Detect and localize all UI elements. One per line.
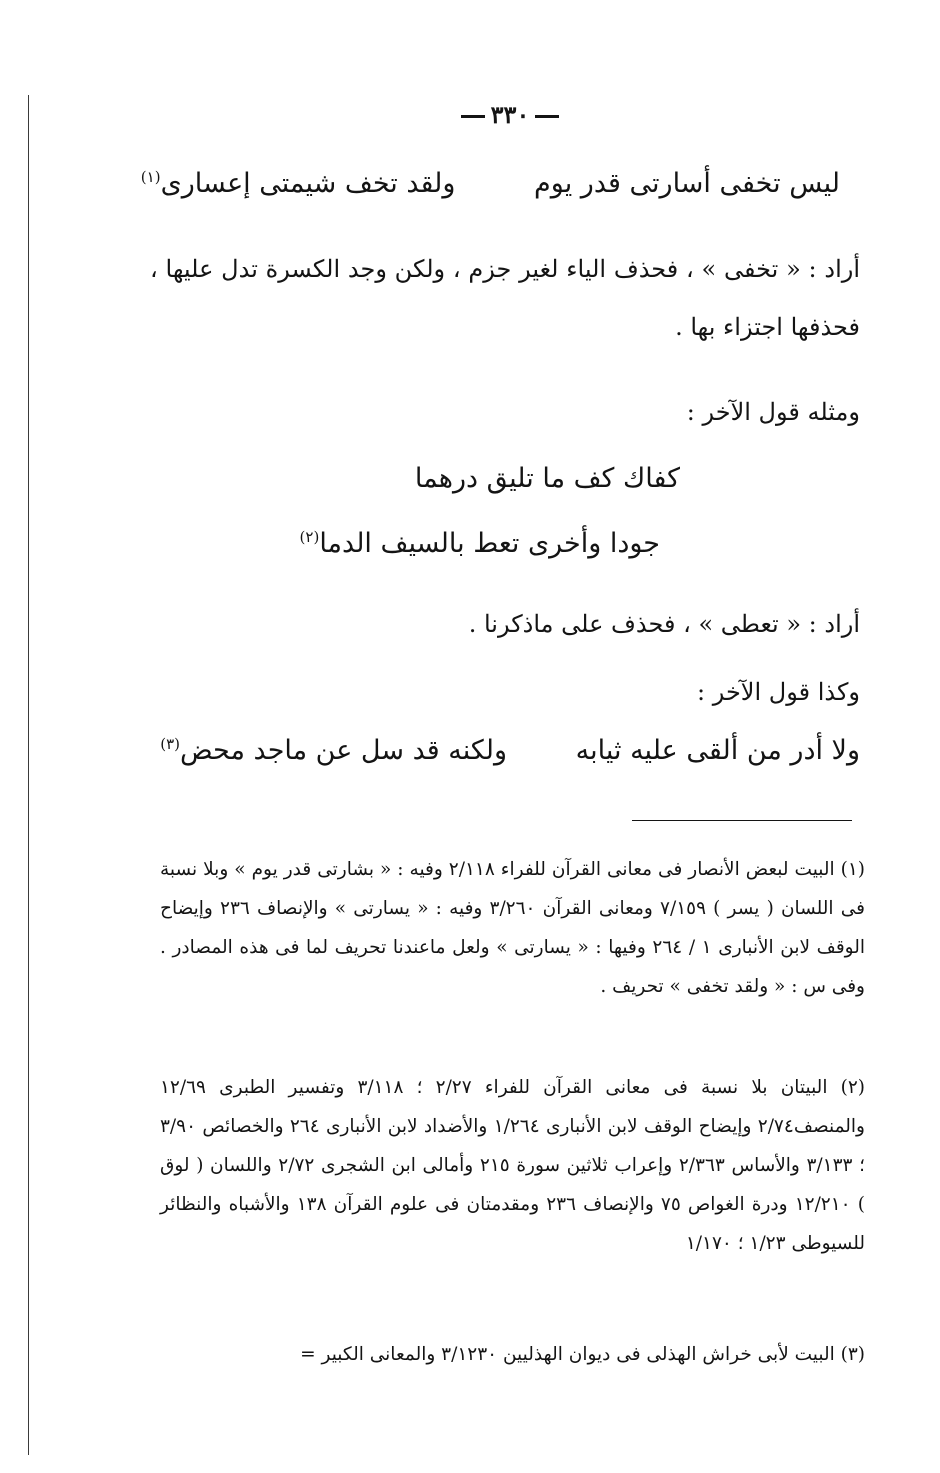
footnote-ref-3: (٣) — [160, 735, 180, 753]
footnote-1: (١) البيت لبعض الأنصار فى معانى القرآن للفراء ٢/١١٨ وفيه : « بشارتى قدر يوم » وبلا نسبة فى اللسان ( يسر ) ٧/١٥٩ ومعانى القرآن ٣/٢٦٠ وفيه : « يسارتى » والإنصاف ٢٣٦ وإيضاح الوقف لابن الأنبارى ١ / ٢٦٤ وفيها : « يسارتى » ولعل ماعندنا تحريف لما فى هذه المصادر . وفى س : « ولقد تخفى » تحريف . — [160, 859, 866, 997]
verse-2-line-2 — [300, 528, 660, 559]
verse-1 — [141, 168, 840, 199]
footnote-ref-2: (٢) — [299, 528, 320, 546]
verse-3 — [160, 735, 860, 766]
verse-3-second-hemistich — [160, 735, 507, 766]
dash-left — [535, 115, 559, 118]
page-number-text: ٣٣٠ — [490, 100, 530, 129]
footnote-separator — [632, 820, 852, 821]
verse-3-first-hemistich: ولا أدر من ألقى عليه ثيابه — [575, 735, 860, 766]
intro-2: ومثله قول الآخر : — [686, 398, 860, 426]
verse-2-line-1: كفاك كف ما تليق درهما — [414, 463, 680, 494]
verse-1-second-text: ولقد تخف شيمتى إعسارى — [160, 168, 456, 199]
margin-rule — [28, 95, 30, 1455]
footnote-2: (٢) البيتان بلا نسبة فى معانى القرآن للفراء ٢/٢٧ ؛ ٣/١١٨ وتفسير الطبرى ١٢/٦٩ والمنصف٢/٧٤ وإيضاح الوقف لابن الأنبارى ١/٢٦٤ والأضداد لابن الأنبارى ٢٦٤ والخصائص ٣/٩٠ ؛ ٣/١٣٣ والأساس ٢/٣٦٣ وإعراب ثلاثين سورة ٢١٥ وأمالى ابن الشجرى ٢/٧٢ واللسان ( لوق ) ١٢/٢١٠ ودرة الغواص ٧٥ والإنصاف ٢٣٦ ومقدمتان فى علوم القرآن ١٣٨ والأشباه والنظائر للسيوطى ١/٢٣ ؛ ١/١٧٠ — [160, 1077, 866, 1254]
verse-1-second-hemistich — [141, 168, 456, 199]
paragraph-1: أراد : « تخفى » ، فحذف الياء لغير جزم ، ولكن وجد الكسرة تدل عليها ، فحذفها اجتزاء بها . — [150, 255, 860, 341]
footnote-ref-1: (١) — [140, 168, 161, 186]
dash-right — [461, 115, 485, 118]
verse-1-first-hemistich: ليس تخفى أسارتى قدر يوم — [534, 168, 840, 199]
paragraph-2: أراد : « تعطى » ، فحذف على ماذكرنا . — [468, 610, 860, 638]
footnote-3: (٣) البيت لأبى خراش الهذلى فى ديوان الهذليين ٣/١٢٣٠ والمعانى الكبير = — [300, 1344, 865, 1365]
page-number — [440, 100, 580, 129]
verse-2-line-2-text: جودا وأخرى تعط بالسيف الدما — [319, 528, 660, 559]
intro-3: وكذا قول الآخر : — [697, 678, 860, 706]
verse-3-second-text: ولكنه قد سل عن ماجد محض — [179, 735, 508, 766]
